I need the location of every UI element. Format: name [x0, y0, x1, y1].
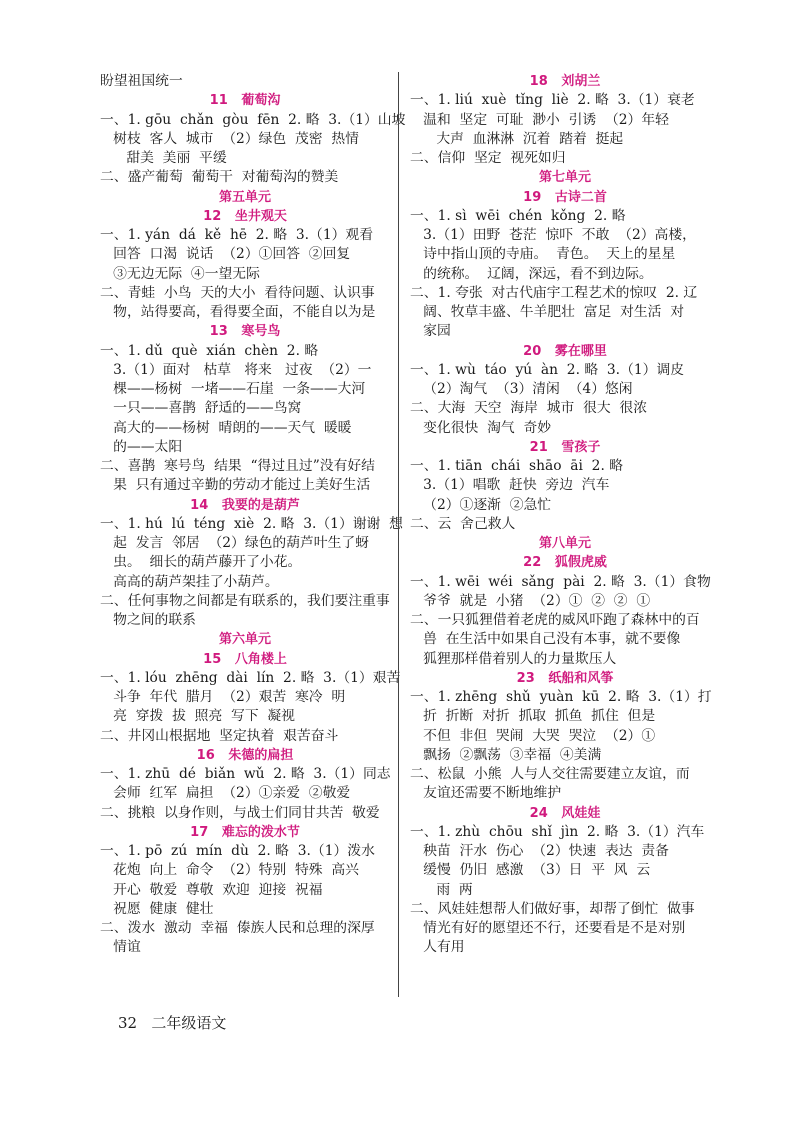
section-heading: 24 风娃娃: [529, 805, 601, 821]
answer-line: 斗争 年代 腊月 （2）艰苦 寒冷 明: [100, 689, 346, 705]
answer-line: 兽 在生活中如果自己没有本事，就不要像: [410, 631, 681, 648]
answer-line: 一、1. sì wēi chén kǒng 2. 略: [410, 207, 626, 224]
answer-line: 二、松鼠 小熊 人与人交往需要建立友谊，而: [410, 766, 690, 782]
answer-line: 一、1. hú lú téng xiè 2. 略 3.（1）谢谢 想: [100, 515, 403, 532]
right-column: [410, 72, 720, 958]
answer-line: 3.（1）面对 枯草 将来 过夜 （2）一: [100, 361, 372, 378]
section-heading: 17 难忘的泼水节: [190, 824, 300, 840]
answer-line: 二、信仰 坚定 视死如归: [410, 150, 566, 166]
answer-line: 二、青蛙 小鸟 天的大小 看待问题、认识事: [100, 284, 375, 301]
answer-line: 雨 两: [410, 881, 473, 898]
answer-line: 缓慢 仍旧 感激 （3）日 平 风 云: [410, 862, 651, 879]
answer-line: 3.（1）田野 苍茫 惊吓 不敢 （2）高楼，: [410, 227, 696, 243]
answer-line: 一、1. yán dá kě hē 2. 略 3.（1）观看: [100, 227, 374, 243]
section-heading: 15 八角楼上: [203, 651, 287, 667]
answer-line: 二、喜鹊 寒号鸟 结果 “得过且过”没有好结: [100, 458, 375, 474]
answer-line: 亮 穿拨 拔 照亮 写下 凝视: [100, 708, 295, 725]
answer-line: ③无边无际 ④一望无际: [100, 265, 260, 282]
answer-line: 阔、牧草丰盛、牛羊肥壮 富足 对生活 对: [410, 304, 685, 320]
answer-line: 树枝 客人 城市 （2）绿色 茂密 热情: [100, 130, 359, 147]
subject-label: 二年级语文: [151, 1014, 227, 1032]
answer-line: 折 折断 对折 抓取 抓鱼 抓住 但是: [410, 708, 656, 725]
answer-line: 高大的——杨树 晴朗的——天气 暖暖: [100, 419, 352, 436]
answer-line: 一、1. zhù chōu shǐ jìn 2. 略 3.（1）汽车: [410, 823, 705, 840]
section-heading: 20 雾在哪里: [523, 343, 607, 359]
answer-line: 高高的葫芦架挂了小葫芦。: [100, 573, 279, 590]
answer-line: 二、盛产葡萄 葡萄干 对葡萄沟的赞美: [100, 169, 339, 186]
answer-line: 二、任何事物之间都是有联系的，我们要注重事: [100, 592, 390, 609]
answer-line: 情谊: [100, 939, 141, 956]
section-heading: 第七单元: [538, 170, 591, 186]
answer-line: 大声 血淋淋 沉着 踏着 挺起: [410, 130, 624, 147]
answer-line: 诗中指山顶的寺庙。 青色。 天上的星星: [410, 246, 676, 263]
answer-line: 温和 坚定 可耻 渺小 引诱 （2）年轻: [410, 111, 669, 128]
answer-line: 狐狸那样借着别人的力量欺压人: [410, 650, 617, 667]
answer-line: 一、1. tiān chái shāo āi 2. 略: [410, 458, 624, 474]
section-heading: 第八单元: [538, 536, 591, 551]
section-heading: 23 纸船和风筝: [516, 670, 614, 686]
answer-line: 虫。 细长的葫芦藤开了小花。: [100, 554, 302, 571]
answer-line: 爷爷 就是 小猪 （2）① ② ② ①: [410, 592, 651, 609]
answer-line: 飘扬 ②飘荡 ③幸福 ④美满: [410, 746, 602, 763]
answer-line: 开心 敬爱 尊敬 欢迎 迎接 祝福: [100, 881, 323, 898]
answer-line: 二、风娃娃想帮人们做好事，却帮了倒忙 做事: [410, 900, 695, 917]
answer-line: 物之间的联系: [100, 612, 196, 628]
answer-line: 二、云 舍己救人: [410, 515, 516, 532]
section-heading: 19 古诗二首: [523, 189, 607, 205]
answer-line: 一、1. gōu chǎn gòu fēn 2. 略 3.（1）山坡: [100, 111, 406, 128]
column-divider: [398, 72, 399, 997]
answer-line: 一、1. liú xuè tǐng liè 2. 略 3.（1）衰老: [410, 92, 695, 109]
answer-line: 一、1. dǔ què xián chèn 2. 略: [100, 342, 319, 359]
section-heading: 13 寒号鸟: [209, 324, 281, 340]
answer-line: 3.（1）唱歌 赶快 旁边 汽车: [410, 477, 610, 494]
answer-line: 二、井冈山根据地 坚定执着 艰苦奋斗: [100, 727, 339, 744]
answer-line: 盼望祖国统一: [100, 73, 183, 89]
section-heading: 第六单元: [218, 632, 271, 648]
answer-line: 果 只有通过辛勤的劳动才能过上美好生活: [100, 477, 371, 494]
answer-line: 二、泼水 激动 幸福 傣族人民和总理的深厚: [100, 920, 375, 936]
section-heading: 第五单元: [218, 189, 271, 205]
answer-line: 回答 口渴 说话 （2）①回答 ②回复: [100, 246, 351, 263]
answer-line: 二、一只狐狸借着老虎的威风吓跑了森林中的百: [410, 612, 700, 628]
answer-line: 祝愿 健康 健壮: [100, 900, 214, 917]
answer-line: 花炮 向上 命令 （2）特别 特殊 高兴: [100, 862, 359, 879]
section-heading: 22 狐假虎威: [523, 555, 607, 571]
page-number: 32: [118, 1014, 138, 1032]
answer-line: 一、1. lóu zhēng dài lín 2. 略 3.（1）艰苦: [100, 669, 401, 686]
answer-line: 的——太阳: [100, 438, 183, 455]
answer-line: 不但 非但 哭闹 大哭 哭泣 （2）①: [410, 727, 656, 744]
answer-line: 会师 红军 扁担 （2）①亲爱 ②敬爱: [100, 785, 351, 802]
answer-line: 二、1. 夸张 对古代庙宇工程艺术的惊叹 2. 辽: [410, 284, 698, 301]
answer-line: 二、大海 天空 海岸 城市 很大 很浓: [410, 400, 648, 417]
section-heading: 16 朱德的扁担: [196, 747, 294, 763]
section-heading: 12 坐井观天: [203, 208, 287, 224]
answer-line: 的统称。 辽阔，深远，看不到边际。: [410, 265, 653, 282]
answer-line: （2）淘气 （3）清闲 （4）悠闲: [410, 381, 633, 397]
answer-line: 秧苗 汗水 伤心 （2）快速 表达 责备: [410, 843, 669, 859]
answer-line: 情光有好的愿望还不行，还要看是不是对别: [410, 920, 686, 936]
answer-line: 一、1. zhēng shǔ yuàn kū 2. 略 3.（1）打: [410, 689, 712, 705]
section-heading: 11 葡萄沟: [209, 93, 281, 109]
answer-line: 起 发言 邻居 （2）绿色的葫芦叶生了蚜: [100, 535, 369, 551]
section-heading: 14 我要的是葫芦: [190, 497, 300, 513]
answer-line: 一、1. pō zú mín dù 2. 略 3.（1）泼水: [100, 843, 375, 859]
answer-line: 一只——喜鹊 舒适的——鸟窝: [100, 400, 302, 417]
answer-line: 变化很快 淘气 奇妙: [410, 419, 552, 436]
answer-line: 物，站得要高，看得要全面，不能自以为是: [100, 304, 376, 320]
answer-line: 二、挑粮 以身作则，与战士们同甘共苦 敬爱: [100, 804, 380, 821]
left-column: [100, 72, 406, 958]
answer-line: 友谊还需要不断地维护: [410, 785, 562, 802]
section-heading: 18 刘胡兰: [529, 74, 601, 89]
answer-line: 人有用: [410, 939, 465, 956]
answer-line: 一、1. wēi wéi sǎng pài 2. 略 3.（1）食物: [410, 573, 711, 590]
section-heading: 21 雪孩子: [529, 439, 601, 455]
answer-line: 一、1. wù táo yú àn 2. 略 3.（1）调皮: [410, 361, 685, 378]
answer-line: 棵——杨树 一堵——石崖 一条——大河: [100, 381, 366, 397]
answer-line: （2）①逐渐 ②急忙: [410, 496, 552, 513]
answer-line: 家园: [410, 323, 451, 340]
answer-line: 甜美 美丽 平缓: [100, 150, 227, 166]
answer-line: 一、1. zhū dé biǎn wǔ 2. 略 3.（1）同志: [100, 766, 391, 782]
page-footer: [118, 1012, 226, 1033]
